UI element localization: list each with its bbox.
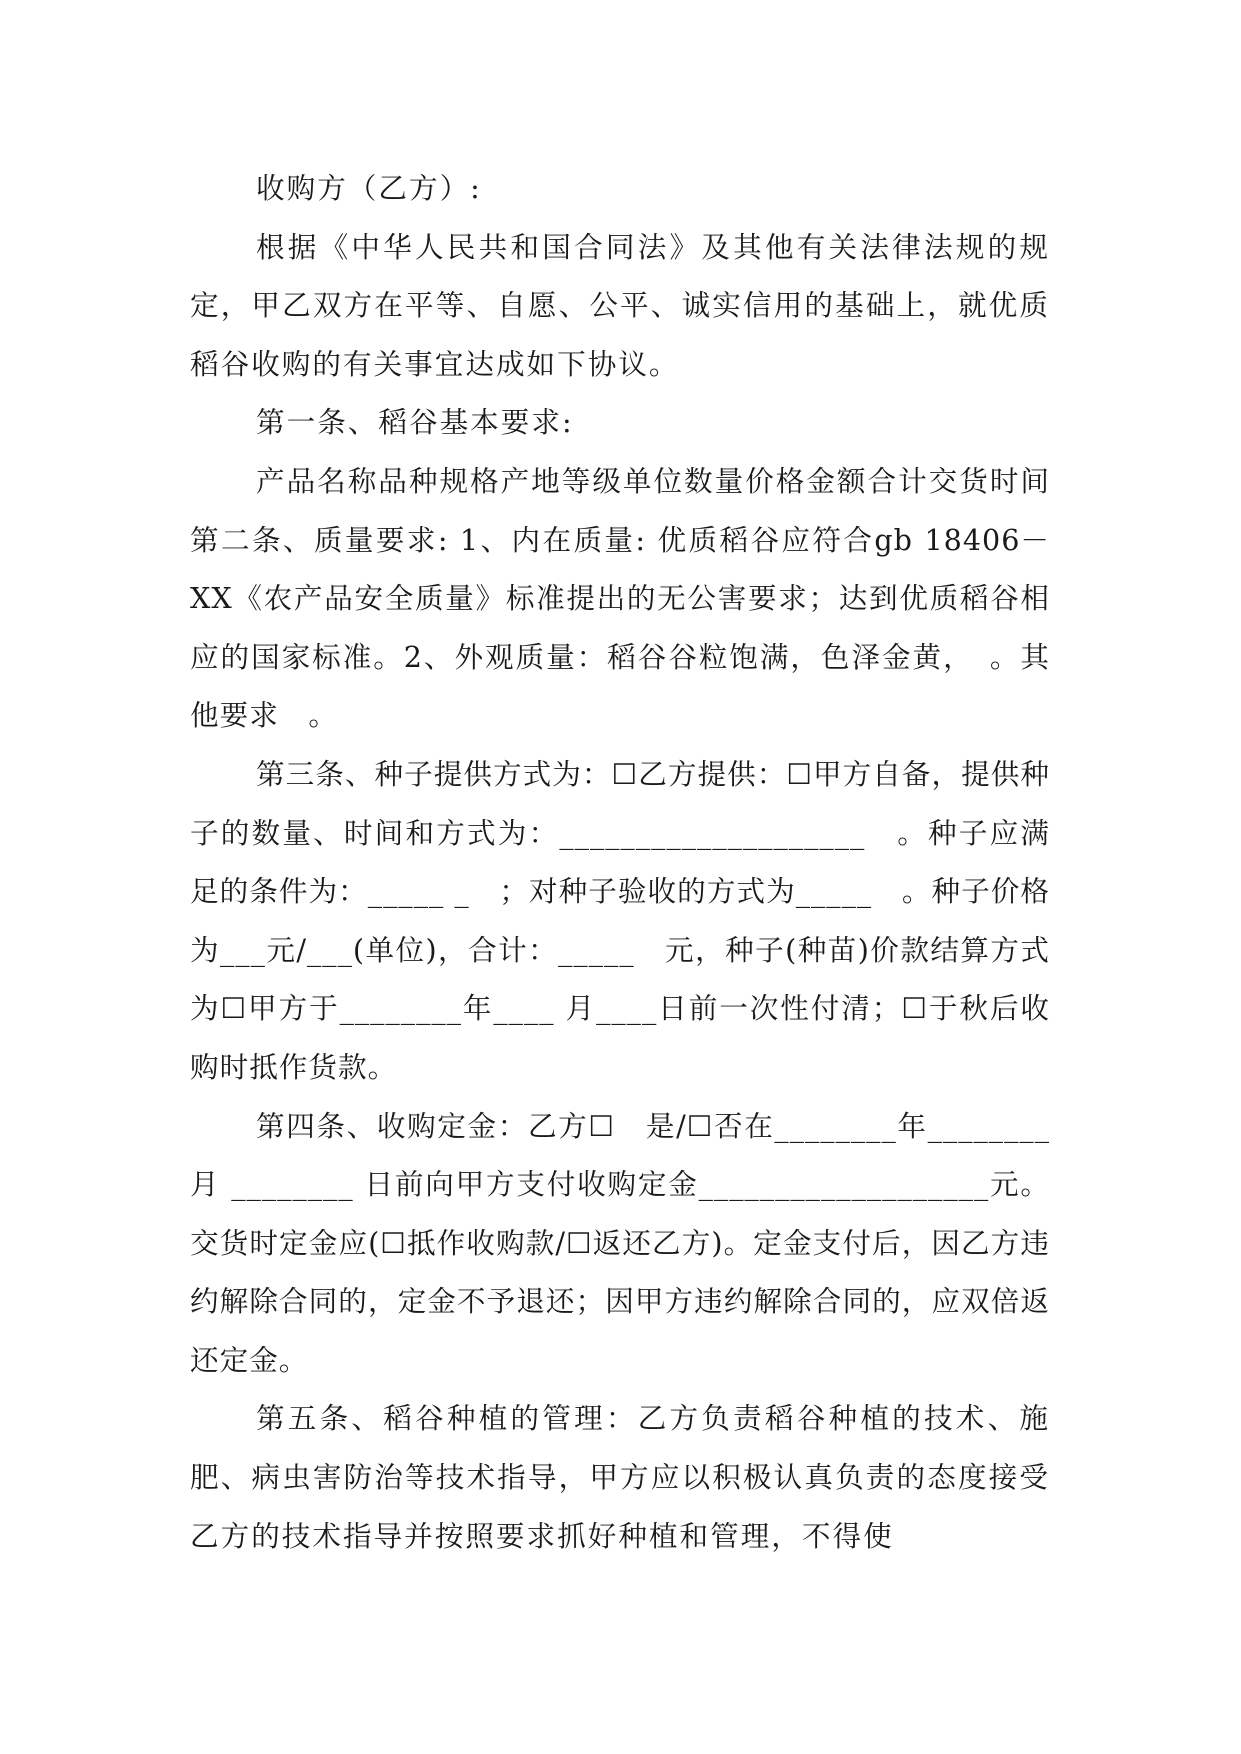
paragraph-article-1-2-body: 产品名称品种规格产地等级单位数量价格金额合计交货时间第二条、质量要求: 1、内在质量: 优质稻谷应符合gb 18406－XX《农产品安全质量》标准提出的无公害要求；达到优质稻谷相应的国家标准。2、外观质量：稻谷谷粒饱满，色泽金黄， 。其他要求 。 (190, 463, 1050, 733)
paragraph-preamble: 根据《中华人民共和国合同法》及其他有关法律法规的规定，甲乙双方在平等、自愿、公平、诚实信用的基础上，就优质稻谷收购的有关事宜达成如下协议。 (190, 229, 1050, 381)
paragraph-article-4: 第四条、收购定金：乙方☐ 是/☐否在________年________月 ________ 日前向甲方支付收购定金___________________元。交货时定金应(☐抵作收购款/☐返还乙方)。定金支付后，因乙方违约解除合同的，定金不予退还；因甲方违约解除合同的，应双倍返还定金。 (190, 1108, 1050, 1377)
paragraph-buyer-party: 收购方（乙方）: (256, 171, 482, 205)
paragraph-article-1: 第一条、稻谷基本要求: (256, 405, 574, 440)
paragraph-article-3: 第三条、种子提供方式为：☐乙方提供：☐甲方自备，提供种子的数量、时间和方式为：____________________ 。种子应满足的条件为：_____ _ ；对种子验收的方式为_____ 。种子价格为___元/___(单位)，合计：_____ 元，种子(种苗)价款结算方式为☐甲方于________年____ 月____日前一次性付清；☐于秋后收购时抵作货款。 (190, 756, 1050, 1084)
paragraph-article-5: 第五条、稻谷种植的管理：乙方负责稻谷种植的技术、施肥、病虫害防治等技术指导，甲方应以积极认真负责的态度接受乙方的技术指导并按照要求抓好种植和管理，不得使 (190, 1401, 1050, 1553)
document-body (190, 159, 1050, 1565)
